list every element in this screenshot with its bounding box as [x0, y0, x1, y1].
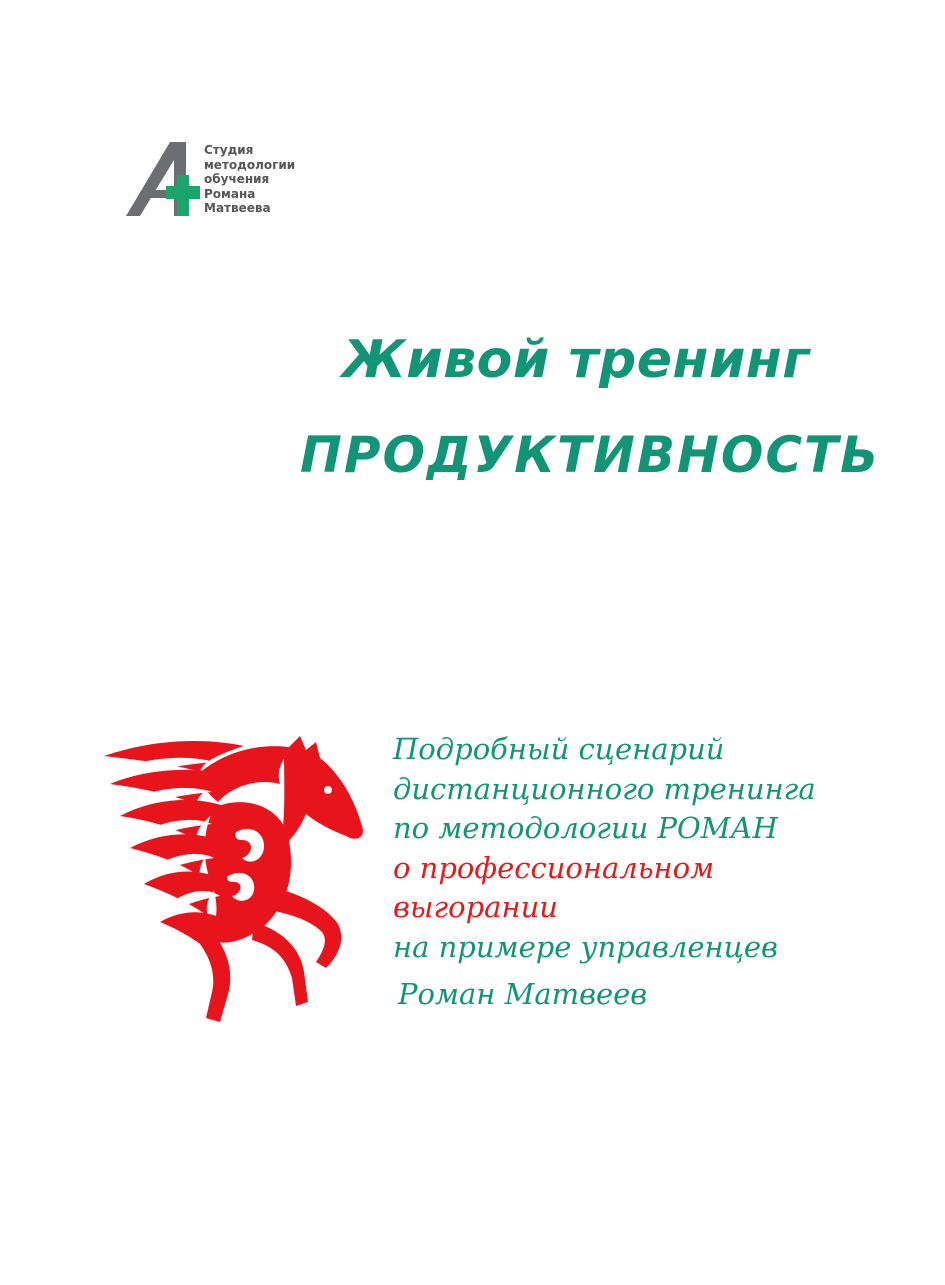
description-line: дистанционного тренинга [393, 771, 816, 806]
logo-caption [204, 143, 295, 216]
studio-logo [126, 140, 306, 220]
cover-title [300, 330, 881, 484]
a-plus-logo-icon [126, 140, 202, 218]
description-line: на примере управленцев [393, 929, 778, 964]
logo-text-line: Студия [204, 143, 254, 157]
description-line-highlight: выгорании [393, 890, 558, 924]
description [393, 730, 816, 967]
title-line-2: ПРОДУКТИВНОСТЬ [300, 426, 881, 484]
logo-text-line: Матвеева [204, 201, 271, 216]
logo-text-line: Романа [204, 186, 256, 201]
author-name: Роман Матвеев [398, 977, 648, 1011]
title-line-1: Живой тренинг [342, 330, 810, 390]
logo-text-line: методологии [204, 157, 296, 172]
description-line-highlight: о профессиональном [393, 850, 715, 885]
logo-text-line: обучения [204, 172, 270, 187]
description-line: по методологии РОМАН [393, 811, 778, 845]
fire-horse-icon [104, 736, 366, 1026]
description-line: Подробный сценарий [393, 732, 725, 766]
